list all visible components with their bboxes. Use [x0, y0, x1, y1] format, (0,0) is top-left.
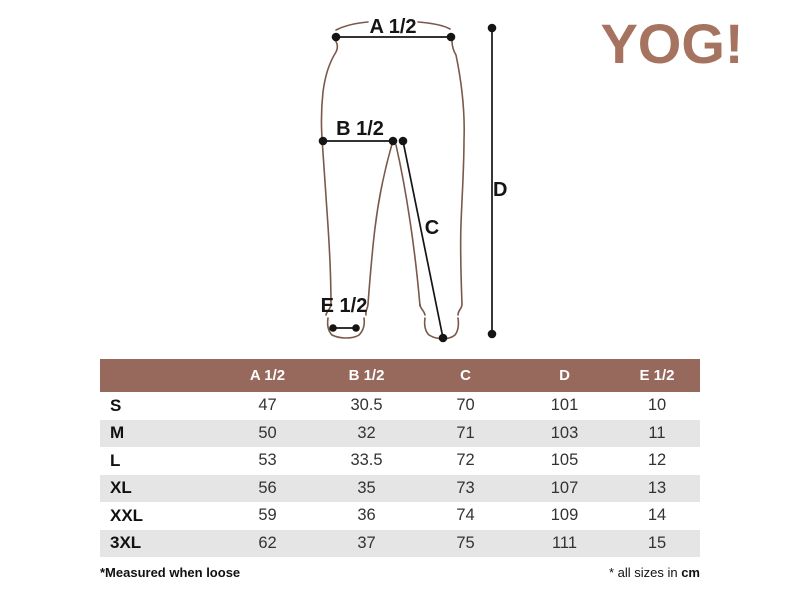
measurement-lines: [320, 28, 492, 338]
cell-value: 50: [258, 423, 277, 442]
table-row: [100, 447, 700, 475]
measure-line-c: [403, 141, 443, 338]
dim-label-d: D: [493, 179, 508, 201]
size-label: 3XL: [110, 533, 142, 553]
size-label: XXL: [110, 505, 144, 525]
pants-outline: [321, 22, 464, 339]
header-cell-a: A 1/2: [249, 367, 286, 384]
table-row: [100, 502, 700, 530]
size-label: XL: [110, 478, 132, 498]
size-table: [100, 359, 700, 557]
cell-value: 71: [456, 423, 475, 442]
cell-value: 11: [648, 423, 666, 442]
cell-value: 56: [258, 478, 277, 497]
cell-value: 73: [456, 478, 475, 497]
cell-value: 15: [647, 533, 667, 552]
cell-value: 72: [456, 451, 475, 470]
cell-value: 10: [647, 396, 667, 415]
cell-value: 32: [357, 423, 376, 442]
cell-value: 74: [456, 506, 475, 525]
cell-value: 35: [357, 478, 376, 497]
brand-logo: YOG!: [600, 12, 744, 75]
footnote-measured: *Measured when loose: [100, 565, 241, 580]
cell-value: 111: [551, 533, 578, 552]
cell-value: 36: [357, 506, 376, 525]
table-row: [100, 420, 700, 448]
footnote-units-text: * all sizes in: [608, 565, 678, 580]
cell-value: 107: [550, 478, 579, 497]
dim-label-c: C: [424, 217, 440, 239]
size-table-header: [100, 359, 700, 392]
size-label: L: [110, 450, 121, 470]
header-cell-b: B 1/2: [348, 367, 385, 384]
cell-value: 62: [258, 533, 277, 552]
header-cell-e: E 1/2: [639, 367, 675, 384]
dim-label-b: B 1/2: [336, 118, 384, 140]
table-row: [100, 392, 700, 420]
cell-value: 14: [647, 506, 667, 525]
footnote-units-unit: cm: [681, 565, 700, 580]
size-label: M: [110, 423, 125, 443]
size-label: S: [110, 395, 122, 415]
dim-label-e: E 1/2: [320, 295, 368, 317]
cell-value: 12: [647, 451, 667, 470]
cell-value: 47: [258, 396, 277, 415]
header-cell-c: C: [460, 367, 471, 384]
dim-label-a: A 1/2: [369, 16, 417, 38]
dimension-labels: [321, 16, 508, 317]
footnotes: [100, 565, 700, 580]
cell-value: 101: [550, 396, 579, 415]
cell-value: 75: [456, 533, 475, 552]
cell-value: 59: [258, 506, 277, 525]
cell-value: 103: [550, 423, 579, 442]
cell-value: 70: [456, 396, 475, 415]
footnote-units: [609, 565, 700, 580]
cell-value: 30.5: [350, 396, 383, 415]
cell-value: 33.5: [350, 451, 383, 470]
cell-value: 37: [357, 533, 376, 552]
cell-value: 105: [550, 451, 579, 470]
cell-value: 53: [258, 451, 277, 470]
table-row: [100, 475, 700, 503]
header-cell-d: D: [559, 367, 570, 384]
cell-value: 13: [647, 478, 667, 497]
cell-value: 109: [550, 506, 579, 525]
table-row: [100, 530, 700, 558]
